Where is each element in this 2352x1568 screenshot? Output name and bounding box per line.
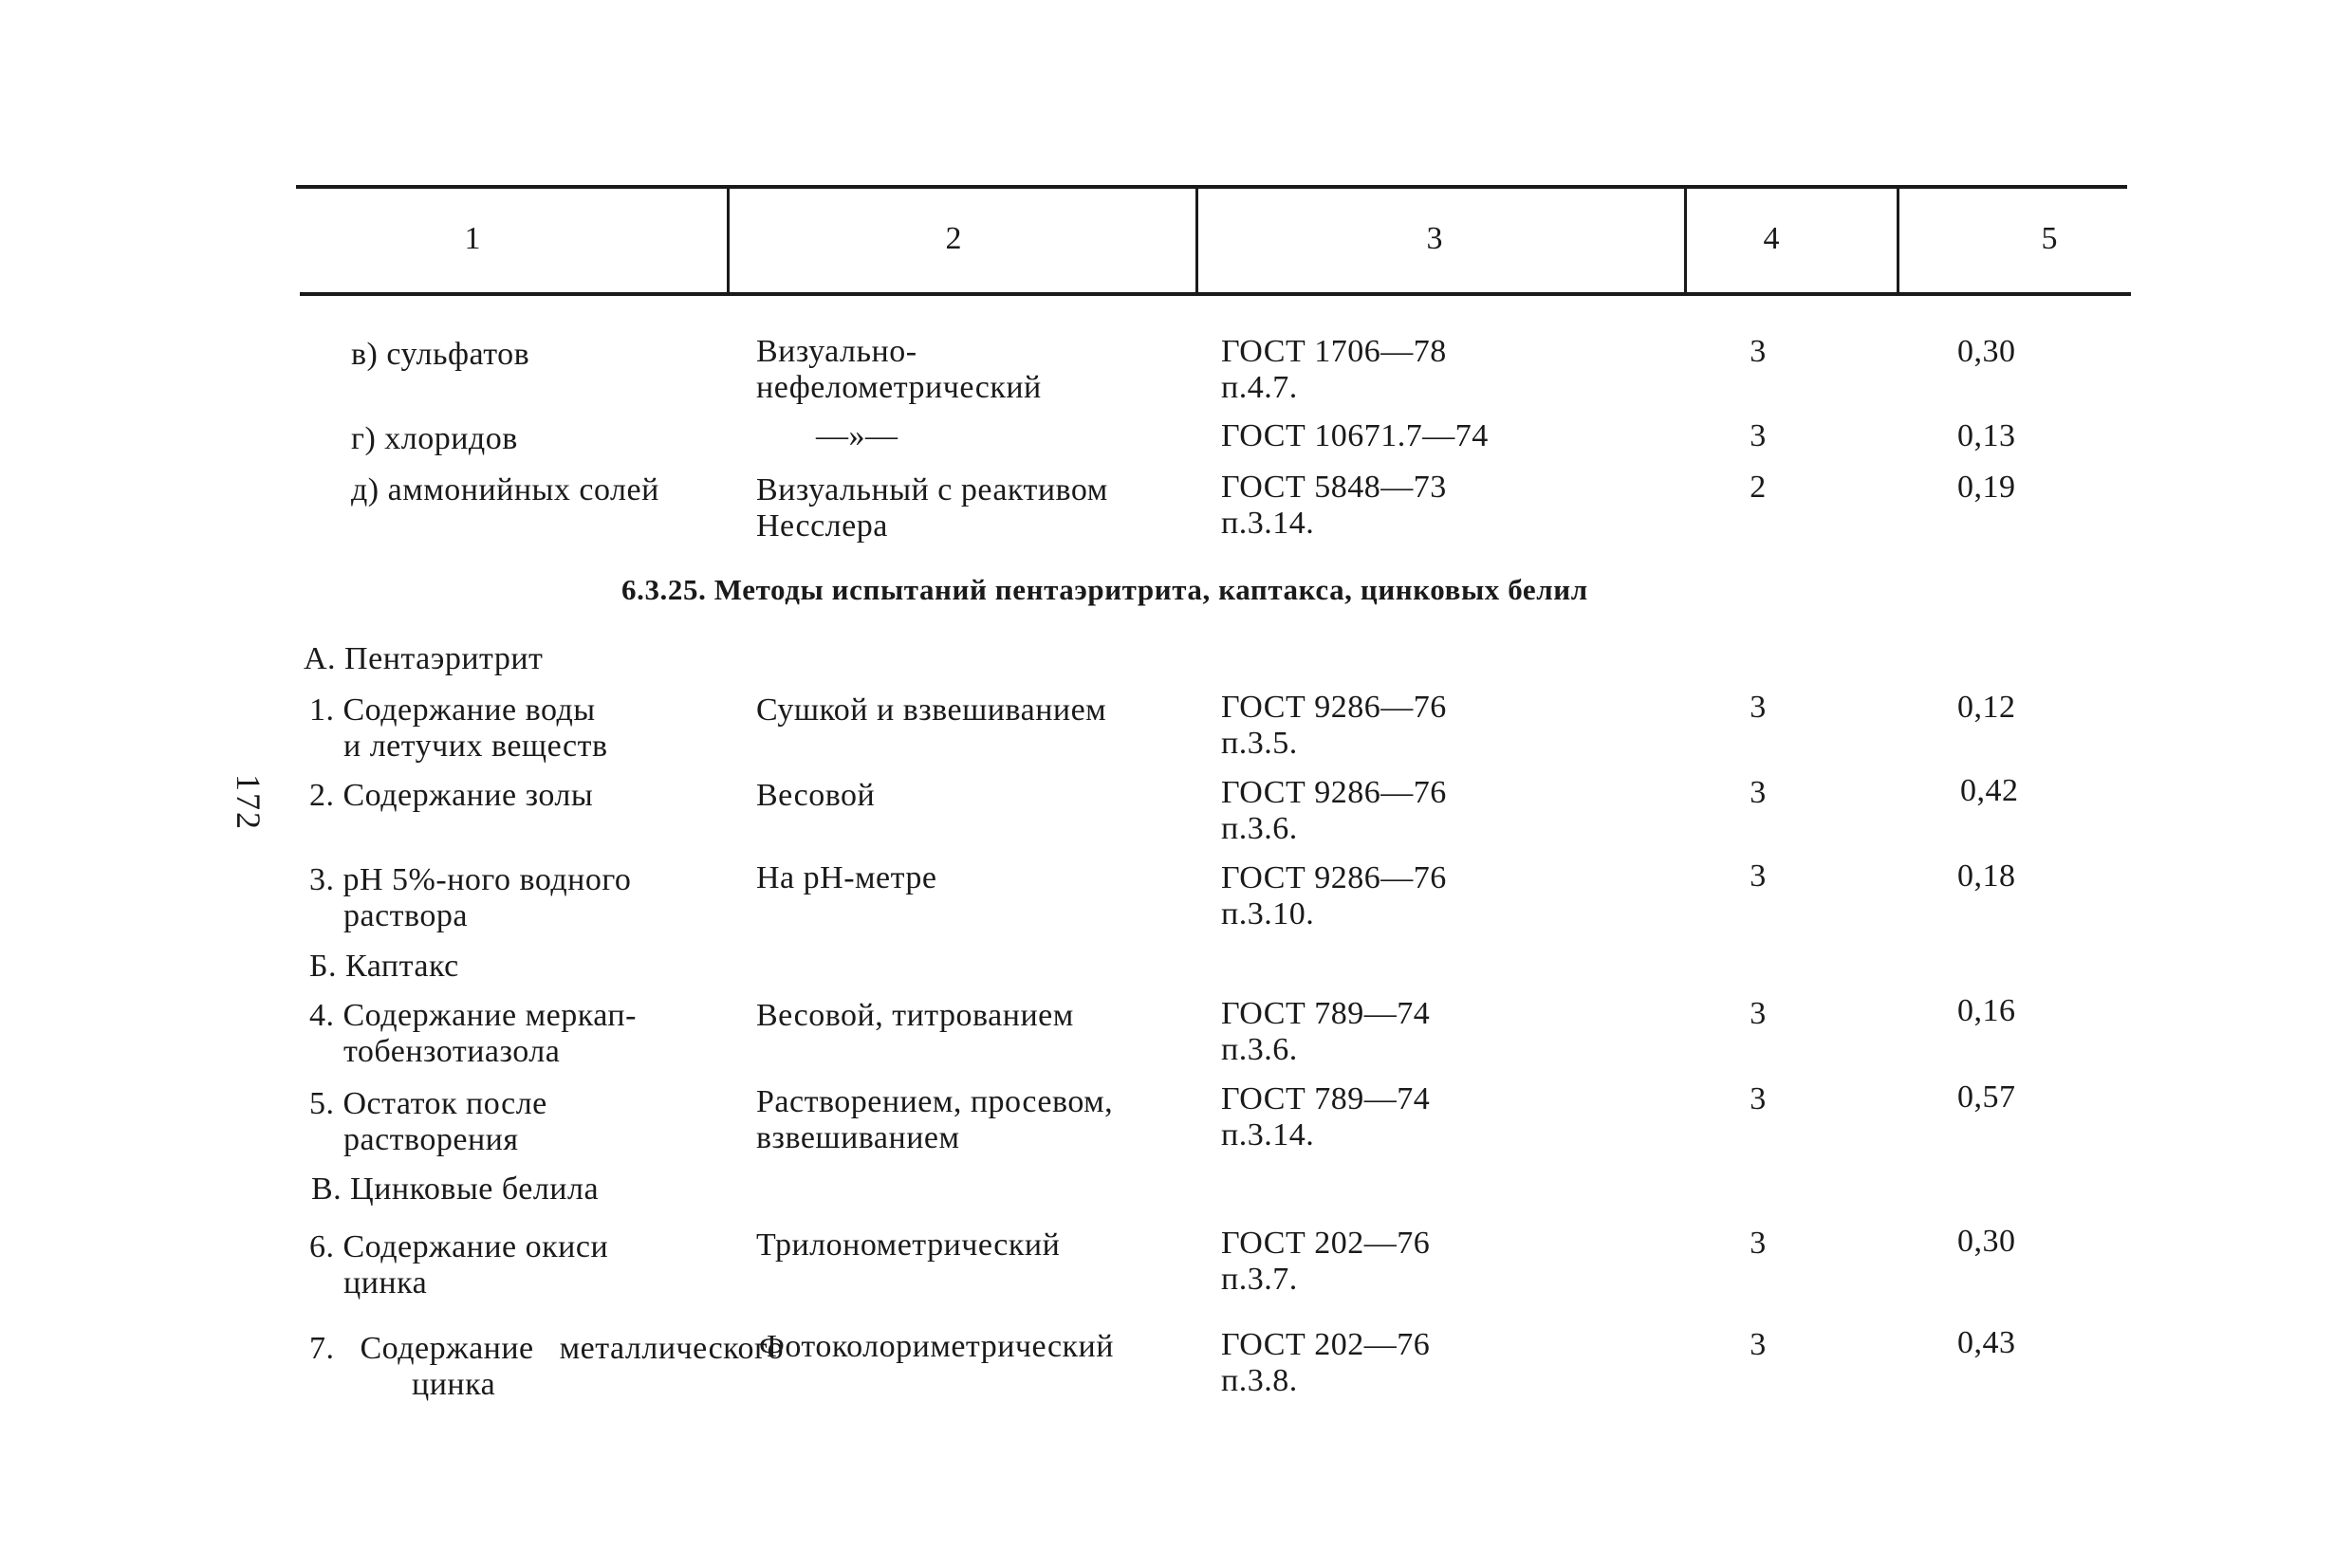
row-standard: ГОСТ 789—74 п.3.6. (1221, 996, 1431, 1067)
row-name: д) аммонийных солей (351, 472, 659, 507)
row-standard: ГОСТ 202—76 п.3.7. (1221, 1226, 1431, 1297)
row-name: 4. Содержание меркап- тобензотиазола (309, 998, 637, 1069)
row-col4: 3 (1750, 1327, 1767, 1362)
row-col5: 0,30 (1957, 1224, 2016, 1259)
row-method: —»— (816, 418, 898, 453)
row-standard: ГОСТ 1706—78 п.4.7. (1221, 334, 1447, 405)
header-divider (1684, 188, 1687, 292)
row-col4: 3 (1750, 690, 1767, 725)
row-method: Трилонометрический (756, 1227, 1061, 1263)
row-col4: 3 (1750, 334, 1767, 369)
row-method: Весовой (756, 778, 876, 813)
row-col5: 0,57 (1957, 1079, 2016, 1115)
row-standard: ГОСТ 10671.7—74 (1221, 418, 1489, 453)
row-name: в) сульфатов (351, 337, 530, 372)
row-standard: ГОСТ 9286—76 п.3.10. (1221, 860, 1447, 932)
header-col-1: 1 (464, 221, 481, 256)
header-divider (727, 188, 730, 292)
row-col4: 3 (1750, 996, 1767, 1031)
row-standard: ГОСТ 789—74 п.3.14. (1221, 1081, 1431, 1153)
header-divider (1195, 188, 1198, 292)
row-name: 2. Содержание золы (309, 778, 594, 813)
table-top-rule (296, 185, 2127, 189)
row-col5: 0,42 (1960, 773, 2019, 808)
row-col4: 3 (1750, 418, 1767, 453)
row-col4: 3 (1750, 775, 1767, 810)
row-method: На pH-метре (756, 860, 937, 895)
section-title: А. Пентаэритрит (304, 641, 544, 676)
row-standard: ГОСТ 9286—76 п.3.5. (1221, 690, 1447, 761)
row-col5: 0,16 (1957, 993, 2016, 1028)
row-standard: ГОСТ 9286—76 п.3.6. (1221, 775, 1447, 846)
row-col5: 0,12 (1957, 690, 2016, 725)
row-name: 1. Содержание воды и летучих веществ (309, 692, 608, 764)
row-standard: ГОСТ 202—76 п.3.8. (1221, 1327, 1431, 1398)
row-name: г) хлоридов (351, 421, 518, 456)
row-col5: 0,19 (1957, 470, 2016, 505)
section-title: В. Цинковые белила (311, 1171, 600, 1207)
row-name: 3. pH 5%-ного водного раствора (309, 862, 632, 933)
row-name: 5. Остаток после растворения (309, 1086, 547, 1157)
header-col-5: 5 (2041, 221, 2058, 256)
row-method: Растворением, просевом, взвешиванием (756, 1084, 1114, 1155)
row-method: Визуальный с реактивом Несслера (756, 472, 1108, 544)
header-col-2: 2 (945, 221, 962, 256)
row-col5: 0,13 (1957, 418, 2016, 453)
row-col5: 0,18 (1957, 858, 2016, 894)
row-col4: 3 (1750, 858, 1767, 894)
row-name: 7. Содержание металлического цинка (309, 1331, 785, 1402)
row-method: Сушкой и взвешиванием (756, 692, 1107, 728)
page-number: 172 (230, 774, 268, 831)
table-header-rule (300, 292, 2131, 296)
row-standard: ГОСТ 5848—73 п.3.14. (1221, 470, 1447, 541)
row-name: 6. Содержание окиси цинка (309, 1229, 609, 1301)
header-divider (1897, 188, 1899, 292)
row-col5: 0,30 (1957, 334, 2016, 369)
row-col4: 3 (1750, 1226, 1767, 1261)
row-col4: 2 (1750, 470, 1767, 505)
row-method: Визуально- нефелометрический (756, 334, 1042, 405)
row-method: Весовой, титрованием (756, 998, 1074, 1033)
header-col-3: 3 (1426, 221, 1443, 256)
section-title: Б. Каптакс (309, 949, 459, 984)
header-col-4: 4 (1763, 221, 1780, 256)
row-col5: 0,43 (1957, 1325, 2016, 1360)
row-col4: 3 (1750, 1081, 1767, 1116)
section-heading: 6.3.25. Методы испытаний пентаэритрита, каптакса, цинковых белил (621, 573, 1588, 606)
row-method: Фотоколориметрический (759, 1329, 1114, 1364)
